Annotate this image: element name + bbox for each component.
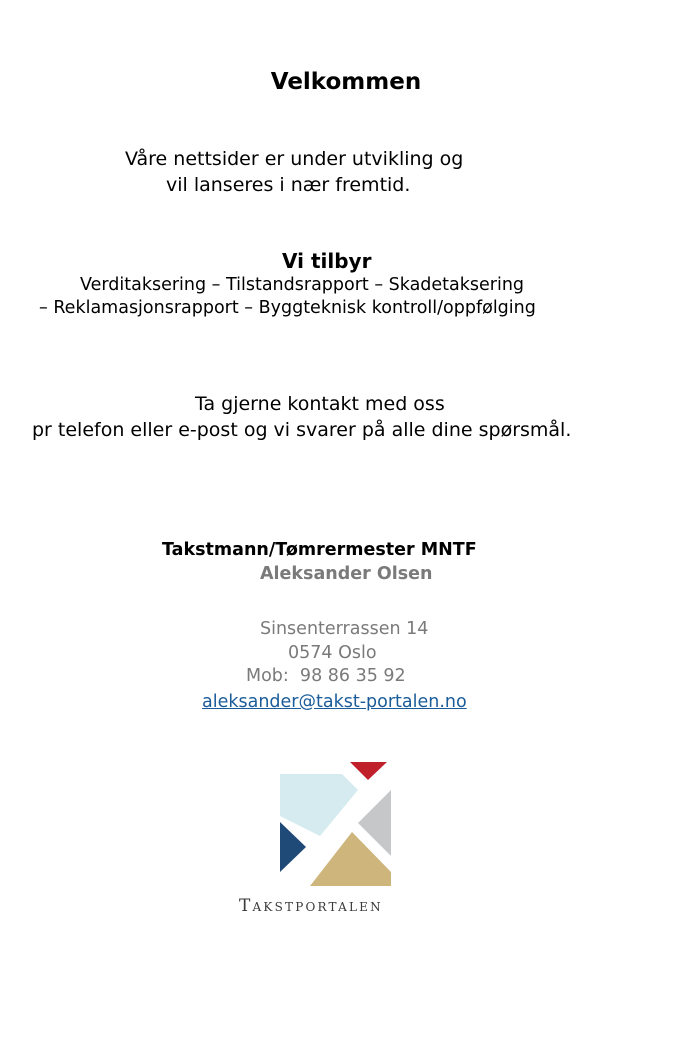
logo-light-blue-shape [280,774,358,836]
logo-navy-shape [280,822,306,872]
person-name: Aleksander Olsen [260,564,433,584]
offerings-line-1: Verditaksering – Tilstandsrapport – Skadetaksering [80,275,525,295]
intro-text-line-2: vil lanseres i nær fremtid. [166,174,411,196]
takstportalen-logo-icon [278,760,393,888]
contact-invite-line-1: Ta gjerne kontakt med oss [195,393,445,415]
mobile-number: Mob: 98 86 35 92 [246,666,406,686]
logo-red-shape [350,762,387,780]
brand-name: Takstportalen [239,896,383,916]
postal-city: 0574 Oslo [288,643,377,663]
contact-invite-line-2: pr telefon eller e-post og vi svarer på alle dine spørsmål. [32,419,572,441]
email-link[interactable]: aleksander@takst-portalen.no [202,692,467,712]
offerings-line-2: – Reklamasjonsrapport – Byggteknisk kontroll/oppfølging [39,298,536,318]
person-role: Takstmann/Tømrermester MNTF [162,540,477,560]
street-address: Sinsenterrassen 14 [260,619,429,639]
offerings-heading: Vi tilbyr [282,249,372,273]
page-title: Velkommen [270,69,422,95]
intro-text-line-1: Våre nettsider er under utvikling og [125,148,464,170]
